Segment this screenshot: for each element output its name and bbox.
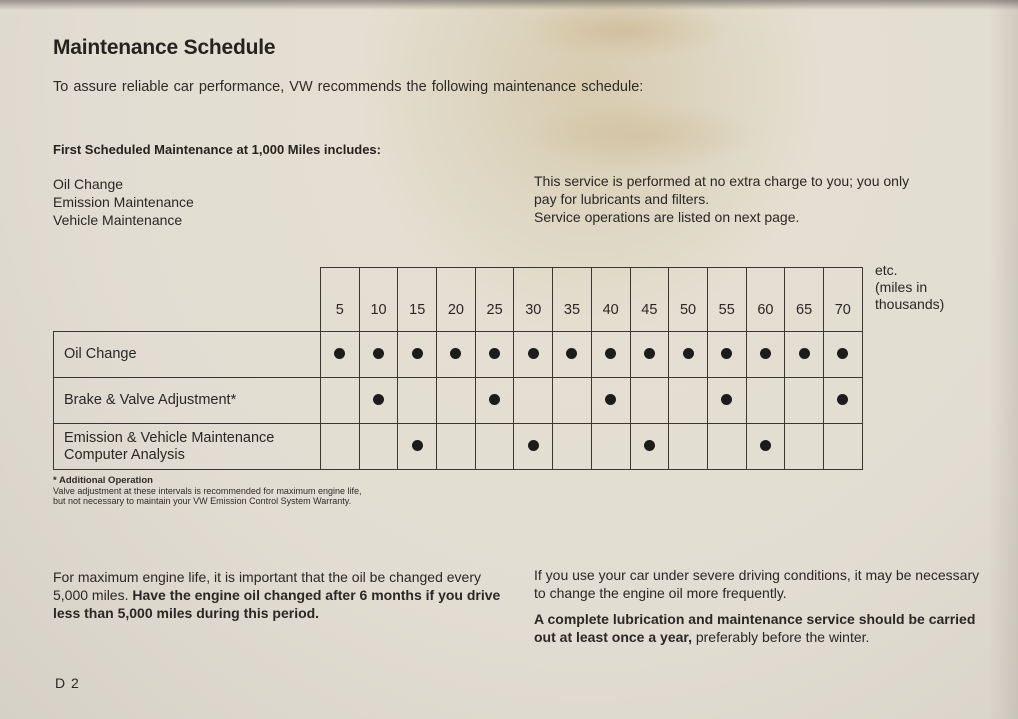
scheduled-cell xyxy=(321,332,360,378)
scheduled-cell xyxy=(823,378,862,424)
severe-conditions-advice xyxy=(534,566,982,646)
footnote xyxy=(53,475,361,506)
service-dot-icon xyxy=(412,348,423,359)
empty-cell xyxy=(359,424,398,470)
empty-cell xyxy=(321,424,360,470)
schedule-row-brake-valve xyxy=(54,378,863,424)
empty-cell xyxy=(785,378,824,424)
schedule-row-emission xyxy=(54,424,863,470)
row-label xyxy=(54,424,321,470)
empty-cell xyxy=(553,424,592,470)
note-line: pay for lubricants and filters. xyxy=(534,191,710,207)
empty-cell xyxy=(398,378,437,424)
service-dot-icon xyxy=(528,440,539,451)
list-item: Oil Change xyxy=(53,176,124,192)
mileage-units-note xyxy=(875,262,944,313)
units-line: (miles in xyxy=(875,279,928,295)
scheduled-cell xyxy=(591,378,630,424)
footnote-line: but not necessary to maintain your VW Emission Control System Warranty. xyxy=(53,496,352,506)
units-line: thousands) xyxy=(875,296,945,312)
service-dot-icon xyxy=(373,348,384,359)
advice-text: If you use your car under severe driving conditions, it may be necessary to change the engine oil more frequently. xyxy=(534,567,980,601)
service-dot-icon xyxy=(566,348,577,359)
service-dot-icon xyxy=(605,348,616,359)
service-dot-icon xyxy=(644,348,655,359)
scheduled-cell xyxy=(359,332,398,378)
mileage-cell: 55 xyxy=(707,268,746,332)
empty-cell xyxy=(746,378,785,424)
empty-cell xyxy=(553,378,592,424)
scheduled-cell xyxy=(746,332,785,378)
service-dot-icon xyxy=(721,394,732,405)
list-item: Emission Maintenance xyxy=(53,194,194,210)
empty-cell xyxy=(823,424,862,470)
scheduled-cell xyxy=(746,424,785,470)
footnote-title: * Additional Operation xyxy=(53,475,153,486)
annual-service-advice xyxy=(534,610,982,646)
scheduled-cell xyxy=(514,332,553,378)
mileage-cell: 5 xyxy=(321,268,360,332)
empty-cell xyxy=(669,424,708,470)
empty-cell xyxy=(321,378,360,424)
advice-text: For maximum engine life, it is important that the oil be changed every 5,000 miles. xyxy=(53,569,481,603)
scheduled-cell xyxy=(475,378,514,424)
page-edge-shadow xyxy=(988,0,1018,719)
row-label-line: Emission & Vehicle Maintenance xyxy=(64,429,275,446)
scheduled-cell xyxy=(398,332,437,378)
service-dot-icon xyxy=(760,440,771,451)
empty-cell xyxy=(707,424,746,470)
scheduled-cell xyxy=(398,424,437,470)
oil-change-advice xyxy=(53,568,508,622)
service-dot-icon xyxy=(605,394,616,405)
advice-bold-text: A complete lubrication and maintenance service should be carried out at least once a year, xyxy=(534,611,976,645)
scheduled-cell xyxy=(707,378,746,424)
page-title: Maintenance Schedule xyxy=(53,36,276,59)
empty-cell xyxy=(669,378,708,424)
footnote-line: Valve adjustment at these intervals is recommended for maximum engine life, xyxy=(53,486,362,496)
empty-cell xyxy=(591,424,630,470)
scheduled-cell xyxy=(553,332,592,378)
service-dot-icon xyxy=(412,440,423,451)
water-stain xyxy=(520,100,760,170)
list-item: Vehicle Maintenance xyxy=(53,212,183,228)
first-maintenance-list xyxy=(53,175,194,229)
note-line: This service is performed at no extra charge to you; you only xyxy=(534,173,910,189)
empty-cell xyxy=(437,378,476,424)
mileage-cell: 45 xyxy=(630,268,669,332)
mileage-cell: 70 xyxy=(823,268,862,332)
advice-text: preferably before the winter. xyxy=(695,629,870,645)
service-dot-icon xyxy=(489,394,500,405)
scheduled-cell xyxy=(669,332,708,378)
empty-cell xyxy=(785,424,824,470)
service-dot-icon xyxy=(683,348,694,359)
service-dot-icon xyxy=(528,348,539,359)
header-blank xyxy=(54,268,321,332)
service-dot-icon xyxy=(721,348,732,359)
service-dot-icon xyxy=(334,348,345,359)
row-label xyxy=(54,378,321,424)
scheduled-cell xyxy=(707,332,746,378)
mileage-cell: 30 xyxy=(514,268,553,332)
service-dot-icon xyxy=(644,440,655,451)
service-dot-icon xyxy=(489,348,500,359)
empty-cell xyxy=(475,424,514,470)
service-dot-icon xyxy=(450,348,461,359)
service-dot-icon xyxy=(837,394,848,405)
row-label-line: Computer Analysis xyxy=(64,446,185,463)
mileage-cell: 20 xyxy=(437,268,476,332)
scheduled-cell xyxy=(823,332,862,378)
row-label-line: Oil Change xyxy=(64,346,137,362)
page-number: D 2 xyxy=(55,675,80,691)
maintenance-schedule-table xyxy=(53,267,863,470)
scheduled-cell xyxy=(785,332,824,378)
note-line: Service operations are listed on next page. xyxy=(534,209,800,225)
mileage-cell: 65 xyxy=(785,268,824,332)
mileage-cell: 15 xyxy=(398,268,437,332)
page-edge-shadow xyxy=(0,0,1018,10)
empty-cell xyxy=(514,378,553,424)
first-maintenance-notes xyxy=(534,172,984,226)
mileage-cell: 25 xyxy=(475,268,514,332)
mileage-header-row xyxy=(54,268,863,332)
mileage-cell: 60 xyxy=(746,268,785,332)
empty-cell xyxy=(630,378,669,424)
schedule-row-oil-change xyxy=(54,332,863,378)
row-label-line: Brake & Valve Adjustment* xyxy=(64,392,237,408)
mileage-cell: 40 xyxy=(591,268,630,332)
advice-bold-text: Have the engine oil changed after 6 months if you drive less than 5,000 miles during this period. xyxy=(53,587,501,621)
service-dot-icon xyxy=(837,348,848,359)
service-dot-icon xyxy=(799,348,810,359)
mileage-cell: 50 xyxy=(669,268,708,332)
service-dot-icon xyxy=(760,348,771,359)
first-maintenance-heading: First Scheduled Maintenance at 1,000 Miles includes: xyxy=(53,142,381,157)
mileage-cell: 35 xyxy=(553,268,592,332)
scheduled-cell xyxy=(437,332,476,378)
scheduled-cell xyxy=(630,424,669,470)
scheduled-cell xyxy=(630,332,669,378)
intro-text: To assure reliable car performance, VW recommends the following maintenance schedule: xyxy=(53,79,644,95)
scheduled-cell xyxy=(514,424,553,470)
empty-cell xyxy=(437,424,476,470)
scheduled-cell xyxy=(359,378,398,424)
service-dot-icon xyxy=(373,394,384,405)
units-line: etc. xyxy=(875,262,898,278)
scheduled-cell xyxy=(475,332,514,378)
scheduled-cell xyxy=(591,332,630,378)
row-label xyxy=(54,332,321,378)
mileage-cell: 10 xyxy=(359,268,398,332)
